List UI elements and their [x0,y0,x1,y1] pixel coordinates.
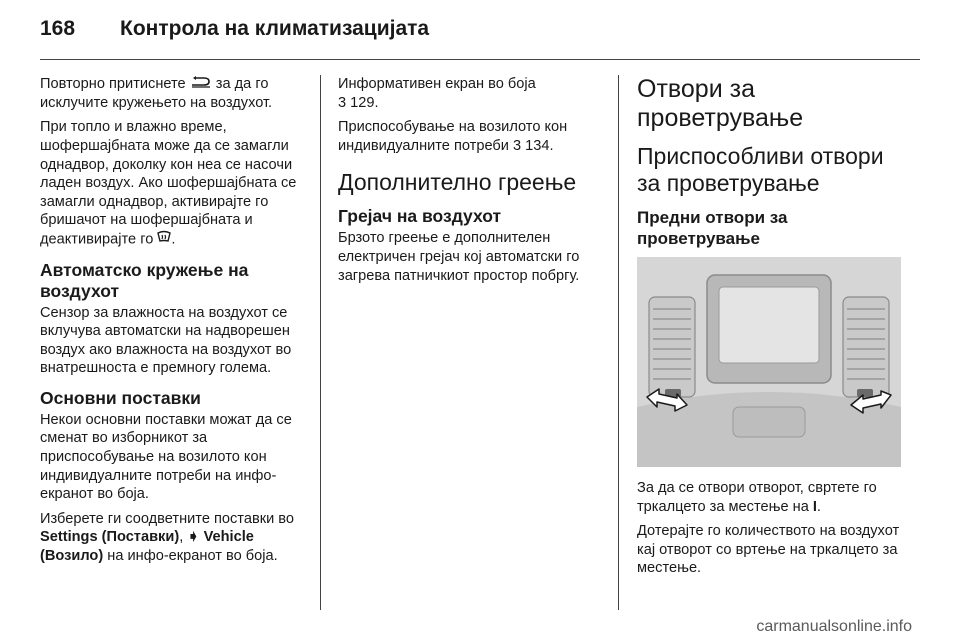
paragraph-adjust-airflow: Дотерајте го количеството на воздухот кај отворот со вртење на тркалцето за местење. [637,523,900,577]
paragraph-humidity-sensor: Сензор за влажноста на воздухот се вклучува автоматски на надворешен воздух ако влажноста на воздухот во внатрешноста е премногу голема. [40,304,292,377]
heading-air-heater: Грејач на воздухот [338,206,502,227]
menu-vehicle-label: Vehicle (Возило) [40,529,254,565]
paragraph-personalization: Приспособување на возилото кон индивидуалните потреби 3 134. [338,119,568,154]
watermark: carmanualsonline.info [756,618,912,635]
heading-air-vents: Отвори за проветрување [637,75,804,132]
menu-settings-label: Settings (Поставки) [40,529,180,546]
column-2 [338,75,608,291]
header-rule [40,59,920,60]
page-header-title: Контрола на климатизацијата [120,17,430,40]
paragraph-quickheat: Брзото греење е дополнителен електричен грејач кој автоматски го загрева патничкиот простор побргу. [338,230,580,284]
page-number: 168 [40,17,76,40]
arrow-icon: ➧ [187,529,200,546]
heading-front-vents: Предни отвори за проветрување [637,208,788,248]
paragraph-color-info-display: Информативен екран во боја 3 129. [338,76,536,111]
page-reference: 3 129. [338,94,379,111]
paragraph-basic-settings: Некои основни поставки можат да се сменат во изборникот за приспособување на возилото кон индивидуалните потреби на инфо-екранот во боја. [40,411,292,503]
open-position-mark: I [812,498,817,515]
paragraph-select-settings: Изберете ги соодветните поставки во Settings (Поставки), ➧ Vehicle (Возило) на инфо-екранот во боја. [40,510,294,565]
column-1 [40,75,312,572]
heading-adjustable-vents: Приспособливи отвори за проветрување [637,143,884,196]
dashboard-vents-illustration [637,257,901,467]
heading-auto-recirculation: Автоматско кружење на воздухот [40,259,249,301]
heading-auxiliary-heating: Дополнително греење [338,169,577,196]
column-3 [637,75,912,584]
heading-basic-settings: Основни поставки [40,387,201,408]
paragraph-fogging: При топло и влажно време, шофершајбната може да се замагли однадвор, доколку кон неа се насочи ладен воздух. Ако шофершајбната се замагли однадвор, активирајте го бришачот на шофершајбната и деактивирајте го . [40,119,297,248]
recirculation-icon [190,75,212,94]
paragraph-open-vent: За да се отвори отворот, свртете го тркалцето за местење на I. [637,480,877,515]
column-divider-1 [320,75,321,610]
windshield-defrost-icon [157,230,171,250]
column-divider-2 [618,75,619,610]
paragraph-recirculation: Повторно притиснете за да го исклучите кружењето на воздухот. [40,76,273,111]
